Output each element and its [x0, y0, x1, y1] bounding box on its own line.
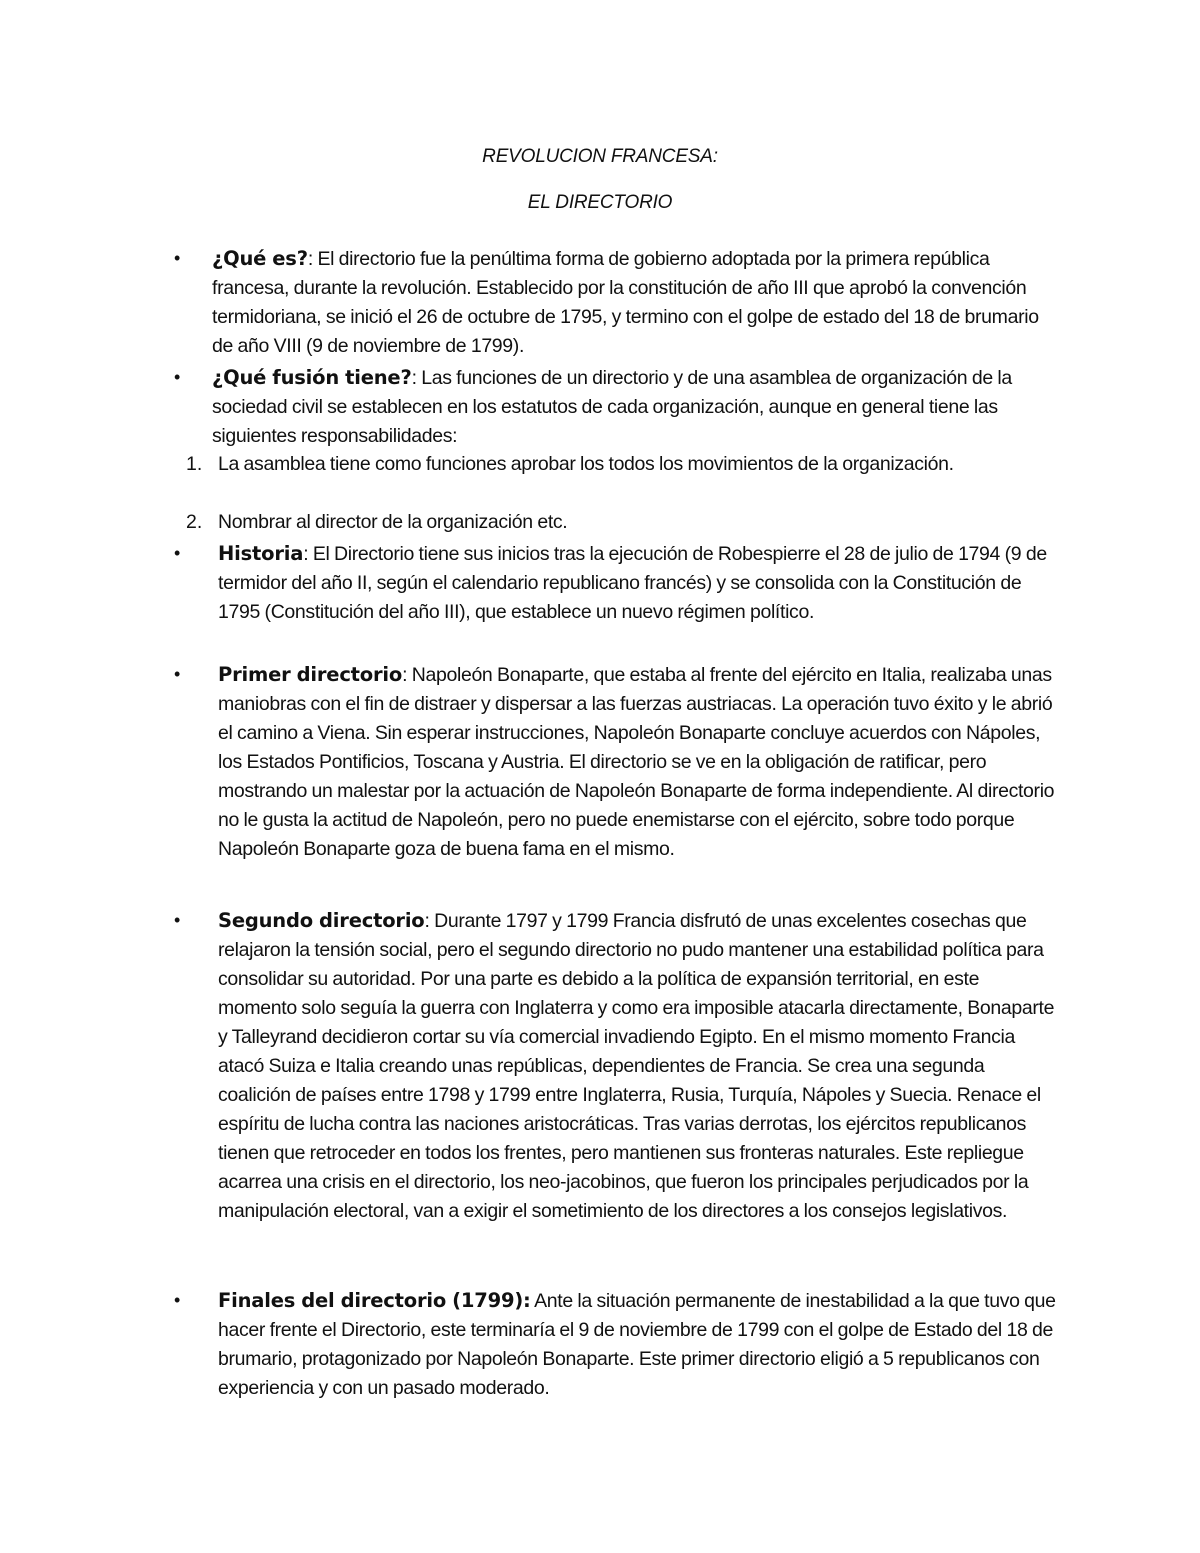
bullet-icon: •	[174, 248, 181, 268]
item-text: : El Directorio tiene sus inicios tras la ejecución de Robespierre el 28 de julio de 1794 (9 de termidor del año II, según el calendario republicano francés) y se consolida con la Constitución de 1795 (Constitución del año III), que establece un nuevo régimen político.	[218, 543, 1047, 623]
item-lead: ¿Qué fusión tiene?	[212, 366, 412, 389]
list-item-que-fusion	[212, 363, 1052, 451]
list-number: 2.	[186, 511, 203, 533]
item-lead: Finales del directorio (1799):	[218, 1289, 531, 1312]
list-item-que-es	[212, 244, 1052, 361]
item-text: La asamblea tiene como funciones aprobar los todos los movimientos de la organización.	[218, 453, 954, 475]
numbered-item-2	[218, 508, 1058, 537]
item-lead: Segundo directorio	[218, 909, 425, 932]
item-text: : Durante 1797 y 1799 Francia disfrutó de unas excelentes cosechas que relajaron la tensión social, pero el segundo directorio no pudo mantener una estabilidad política para consolidar su autoridad. Por una parte es debido a la política de expansión territorial, en este momento solo seguía la guerra con Inglaterra y como era imposible atacarla directamente, Bonaparte y Talleyrand decidieron cortar su vía comercial invadiendo Egipto. En el mismo momento Francia atacó Suiza e Italia creando unas repúblicas, dependientes de Francia. Se crea una segunda coalición de países entre 1798 y 1799 entre Inglaterra, Rusia, Turquía, Nápoles y Suecia. Renace el espíritu de lucha contra las naciones aristocráticas. Tras varias derrotas, los ejércitos republicanos tienen que retroceder en todos los frentes, pero mantienen sus fronteras naturales. Este repliegue acarrea una crisis en el directorio, los neo-jacobinos, que fueron los principales perjudicados por la manipulación electoral, van a exigir el sometimiento de los directores a los consejos legislativos.	[218, 910, 1055, 1222]
list-item-finales-directorio	[218, 1286, 1058, 1403]
item-lead: Historia	[218, 542, 304, 565]
bullet-icon: •	[174, 543, 181, 563]
item-text: : Las funciones de un directorio y de una asamblea de organización de la sociedad civil se establecen en los estatutos de cada organización, aunque en general tiene las siguientes responsabilidades:	[212, 367, 1012, 447]
bullet-icon: •	[174, 910, 181, 930]
list-number: 1.	[186, 453, 203, 475]
item-text: : Napoleón Bonaparte, que estaba al frente del ejército en Italia, realizaba unas maniobras con el fin de distraer y dispersar a las fuerzas austriacas. La operación tuvo éxito y le abrió el camino a Viena. Sin esperar instrucciones, Napoleón Bonaparte concluye acuerdos con Nápoles, los Estados Pontificios, Toscana y Austria. El directorio se ve en la obligación de ratificar, pero mostrando un malestar por la actuación de Napoleón Bonaparte de forma independiente. Al directorio no le gusta la actitud de Napoleón, pero no puede enemistarse con el ejército, sobre todo porque Napoleón Bonaparte goza de buena fama en el mismo.	[218, 664, 1055, 860]
list-item-segundo-directorio	[218, 906, 1058, 1226]
bullet-icon: •	[174, 1290, 181, 1310]
document-title: REVOLUCION FRANCESA:	[482, 146, 718, 167]
item-text: Ante la situación permanente de inestabilidad a la que tuvo que hacer frente el Directorio, este terminaría el 9 de noviembre de 1799 con el golpe de Estado del 18 de brumario, protagonizado por Napoleón Bonaparte. Este primer directorio eligió a 5 republicanos con experiencia y con un pasado moderado.	[218, 1290, 1056, 1399]
bullet-icon: •	[174, 367, 181, 387]
item-lead: ¿Qué es?	[212, 247, 308, 270]
item-text: : El directorio fue la penúltima forma de gobierno adoptada por la primera república francesa, durante la revolución. Establecido por la constitución de año III que aprobó la convención termidoriana, se inició el 26 de octubre de 1795, y termino con el golpe de estado del 18 de brumario de año VIII (9 de noviembre de 1799).	[212, 248, 1039, 357]
item-lead: Primer directorio	[218, 663, 403, 686]
list-item-primer-directorio	[218, 660, 1058, 864]
list-item-historia	[218, 539, 1058, 627]
numbered-item-1	[218, 450, 1058, 479]
item-text: Nombrar al director de la organización etc.	[218, 511, 568, 533]
document-subtitle: EL DIRECTORIO	[527, 192, 673, 213]
bullet-icon: •	[174, 664, 181, 684]
